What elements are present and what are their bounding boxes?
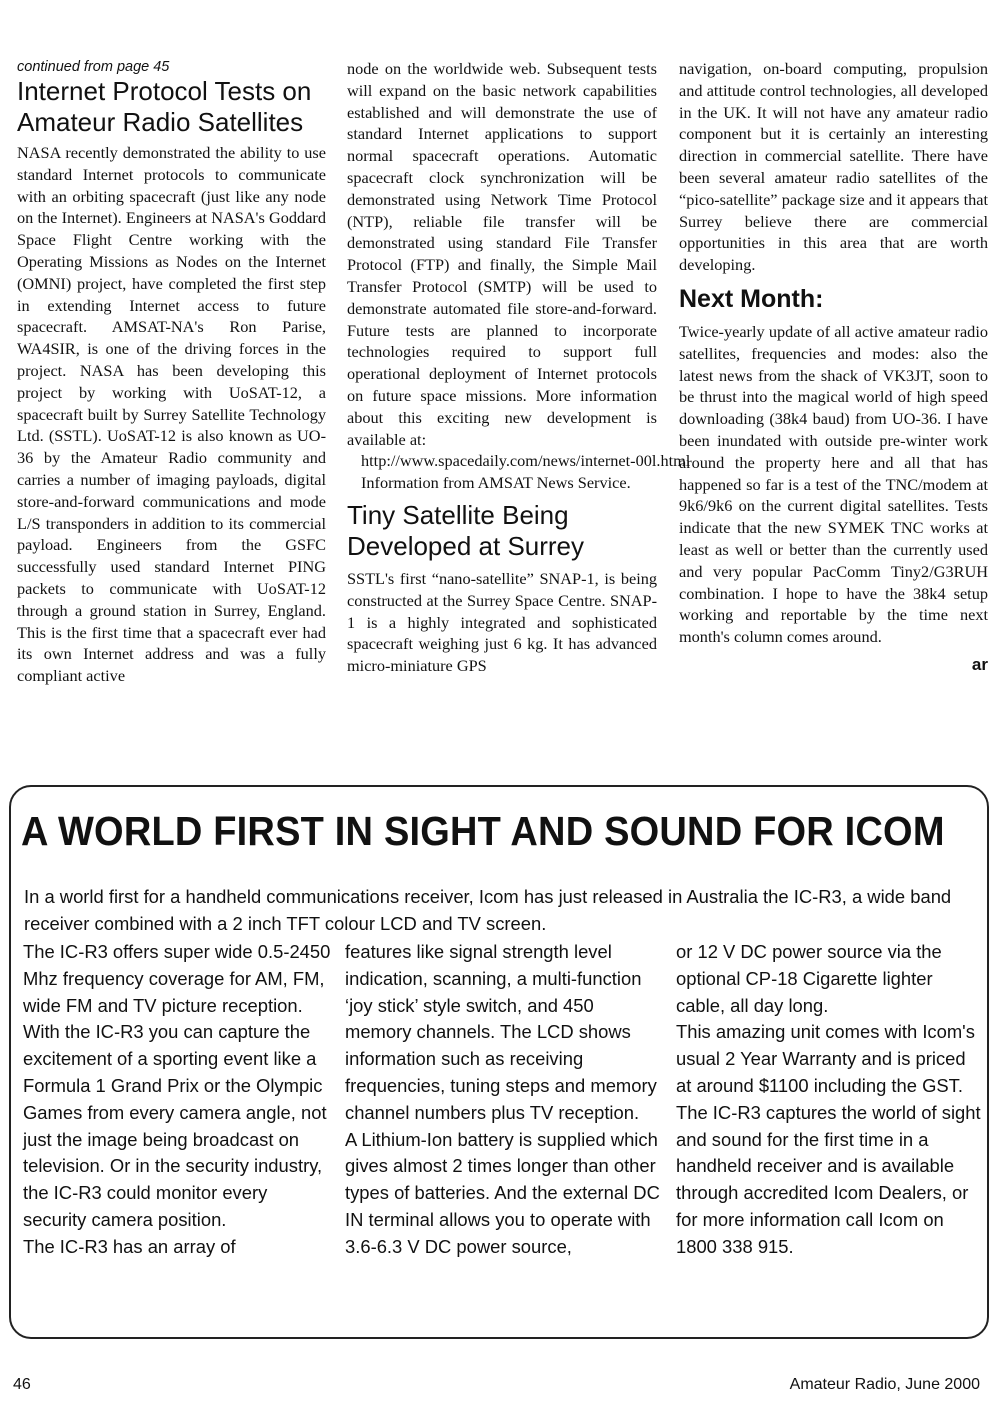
- ad-paragraph-2-part2: features like signal strength level indication, scanning, a multi-function ‘joy stick’ style switch, and 450 memory channels. The LCD shows information such as receiving frequencies, tuning steps and memory channel numbers plus TV reception.: [345, 941, 657, 1123]
- article-credit: Information from AMSAT News Service.: [361, 473, 631, 493]
- ad-paragraph-4: This amazing unit comes with Icom's usual 2 Year Warranty and is priced at around $1100 including the GST.: [676, 1021, 975, 1096]
- icom-advertisement: [9, 785, 989, 1339]
- ad-paragraph-2-part1: The IC-R3 has an array of: [23, 1235, 236, 1257]
- next-month-body: Twice-yearly update of all active amateur radio satellites, frequencies and modes: also the latest news from the shack of VK3JT, soon to be thrust into the magical world of high speed downloading (38k4 baud) from UO-36. I have been inundated with outside pre-winter work around the property here and all that has happened so far is a test of the TNC/modem at 9k6/9k6 on the current digital satellites. Tests indicate that the new SYMEK TNC works at least as well or better than the currently used and very popular PacComm Tiny2/G3RUH combination. I hope to have the 38k4 setup working and reportable by the time next month's column comes around.: [679, 321, 988, 647]
- ad-column-3: [676, 939, 986, 1261]
- page-number: 46: [13, 1376, 31, 1393]
- continued-kicker: continued from page 45: [17, 59, 170, 75]
- article-url: http://www.spacedaily.com/news/internet-00l.html: [361, 451, 691, 471]
- article-title-internet-protocol: Internet Protocol Tests on Amateur Radio Satellites: [17, 76, 312, 137]
- ad-intro: In a world first for a handheld communications receiver, Icom has just released in Australia the IC-R3, a wide band receiver combined with a 2 inch TFT colour LCD and TV screen.: [24, 886, 952, 934]
- ad-column-1: [23, 939, 333, 1261]
- signoff: ar: [971, 654, 988, 674]
- ad-column-2: [345, 939, 663, 1261]
- column-1: [17, 58, 326, 687]
- ad-paragraph-3-part1: A Lithium-Ion battery is supplied which gives almost 2 times longer than other types of batteries. And the external DC IN terminal allows you to operate with 3.6-6.3 V DC power source,: [345, 1128, 660, 1257]
- article2-body-part2: navigation, on-board computing, propulsion and attitude control technologies, all developed in the UK. It will not have any amateur radio component but it is certainly an interesting direction in commercial satellite. There have been several amateur radio satellites of the “pico-satellite” package size and it appears that Surrey believe there are commercial opportunities in this area that are worth developing.: [679, 59, 988, 275]
- publication-footer: Amateur Radio, June 2000: [789, 1376, 980, 1393]
- article-body-part2: node on the worldwide web. Subsequent tests will expand on the basic network capabilities established and will demonstrate the use of standard Internet applications to support normal spacecraft operations. Automatic spacecraft clock synchronization will be demonstrated using Network Time Protocol (NTP), reliable file transfer will be demonstrated using standard File Transfer Protocol (FTP) and finally, the Simple Mail Transfer Protocol (SMTP) will be used to demonstrate automated file store-and-forward. Future tests are planned to incorporate technologies required to support full operational deployment of Internet protocols on future space missions. More information about this exciting new development is available at:: [347, 59, 657, 449]
- article-title-tiny-satellite: Tiny Satellite Being Developed at Surrey: [347, 499, 585, 561]
- column-3: [679, 58, 988, 676]
- column-2: [347, 58, 691, 677]
- article-body-part1: NASA recently demonstrated the ability to use standard Internet protocols to communicate with an orbiting spacecraft (just like any node on the Internet). Engineers at NASA's Goddard Space Flight Centre working with the Operating Missions as Nodes on the Internet (OMNI) project, have completed the first step in extending Internet access to future spacecraft. AMSAT-NA's Ron Parise, WA4SIR, is one of the driving forces in the project. NASA has been developing this project by working with UoSAT-12, a spacecraft built by Surrey Satellite Technology Ltd. (SSTL). UoSAT-12 is also known as UO-36 by the Amateur Radio community and carries a number of imaging payloads, digital store-and-forward communications and mode L/S transponders in addition to its commercial payload. Engineers from the GSFC successfully used standard Internet PING packets to communicate with UoSAT-12 through a ground station in Surrey, England. This is the first time that a spacecraft ever had its own Internet address and was a fully compliant active: [17, 143, 326, 686]
- ad-headline: A WORLD FIRST IN SIGHT AND SOUND FOR ICOM: [21, 809, 945, 855]
- article-title-next-month: Next Month:: [679, 284, 824, 313]
- ad-paragraph-3-part2: or 12 V DC power source via the optional CP-18 Cigarette lighter cable, all day long.: [676, 941, 942, 1016]
- ad-paragraph-5: The IC-R3 captures the world of sight and sound for the first time in a handheld receiver and is available through accredited Icom Dealers, or for more information call Icom on 1800 338 915.: [676, 1101, 981, 1257]
- ad-paragraph-1: The IC-R3 offers super wide 0.5-2450 Mhz frequency coverage for AM, FM, wide FM and TV picture reception. With the IC-R3 you can capture the excitement of a sporting event like a Formula 1 Grand Prix or the Olympic Games from every camera angle, not just the image being broadcast on television. Or in the security industry, the IC-R3 could monitor every security camera position.: [23, 941, 331, 1230]
- article2-body-part1: SSTL's first “nano-satellite” SNAP-1, is being constructed at the Surrey Space Centre. SNAP-1 is a highly integrated and sophisticated spacecraft weighing just 6 kg. It has advanced micro-miniature GPS: [347, 568, 657, 676]
